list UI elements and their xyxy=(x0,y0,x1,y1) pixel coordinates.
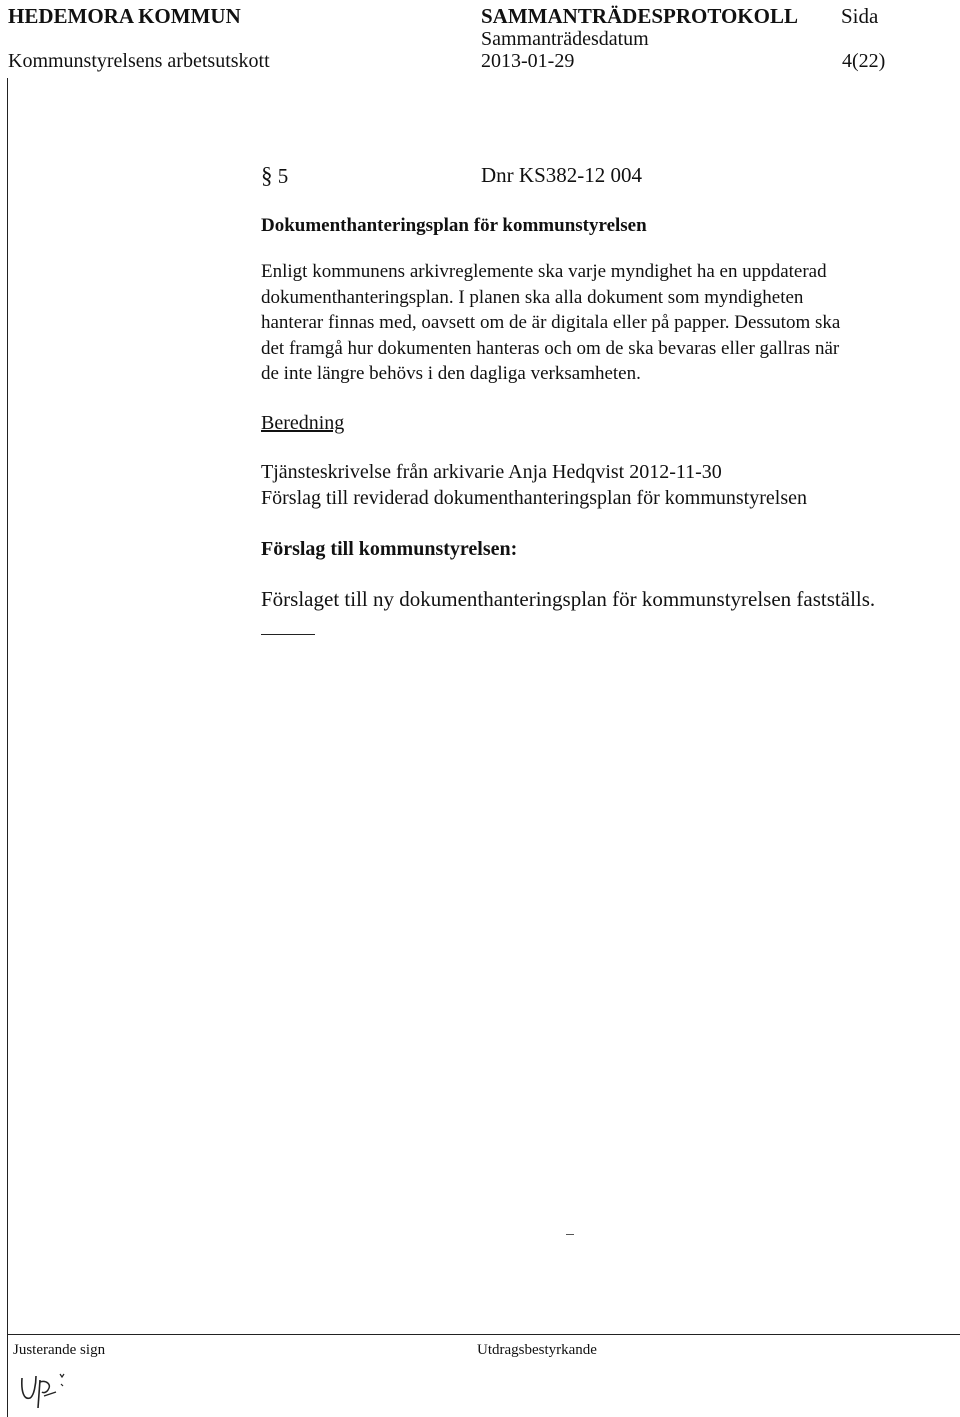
body-line: det framgå hur dokumenten hanteras och om de ska bevaras eller gallras när xyxy=(261,337,840,359)
section-number-value: 5 xyxy=(272,164,289,188)
body-line: de inte längre behövs i den dagliga verksamheten. xyxy=(261,363,641,384)
page-number: 4(22) xyxy=(842,50,886,72)
body-line: hanterar finnas med, oavsett om de är digitala eller på papper. Dessutom ska xyxy=(261,312,841,333)
body-line: dokumenthanteringsplan. I planen ska alla dokument som myndigheten xyxy=(261,286,804,308)
proposal-text: Förslaget till ny dokumenthanteringsplan för kommunstyrelsen fastställs. xyxy=(261,587,876,611)
paragraph-symbol: § xyxy=(261,163,273,188)
utdragsbestyrkande-label: Utdragsbestyrkande xyxy=(477,1342,597,1358)
proposal-heading: Förslag till kommunstyrelsen: xyxy=(261,538,518,560)
organization-name: HEDEMORA KOMMUN xyxy=(8,4,241,28)
body-line: Enligt kommunens arkivreglemente ska varje myndighet ha en uppdaterad xyxy=(261,261,827,282)
section-end-rule xyxy=(261,634,315,635)
committee-name: Kommunstyrelsens arbetsutskott xyxy=(8,50,270,72)
handwritten-signature xyxy=(16,1362,86,1412)
beredning-heading: Beredning xyxy=(261,412,345,434)
page-label: Sida xyxy=(841,4,879,28)
stray-mark xyxy=(566,1234,574,1235)
diary-number: Dnr KS382-12 004 xyxy=(481,163,642,187)
section-body xyxy=(261,259,951,387)
justerande-sign-label: Justerande sign xyxy=(13,1342,106,1358)
section-title: Dokumenthanteringsplan för kommunstyrelsen xyxy=(261,215,647,236)
frame-left-line xyxy=(7,78,8,1417)
section-number xyxy=(261,163,288,189)
frame-bottom-line xyxy=(7,1334,960,1335)
document-type: SAMMANTRÄDESPROTOKOLL xyxy=(481,4,798,28)
beredning-item: Förslag till reviderad dokumenthanteringsplan för kommunstyrelsen xyxy=(261,487,807,509)
meeting-date-label: Sammanträdesdatum xyxy=(481,28,649,50)
meeting-date: 2013-01-29 xyxy=(481,50,575,72)
beredning-item: Tjänsteskrivelse från arkivarie Anja Hedqvist 2012-11-30 xyxy=(261,461,722,483)
